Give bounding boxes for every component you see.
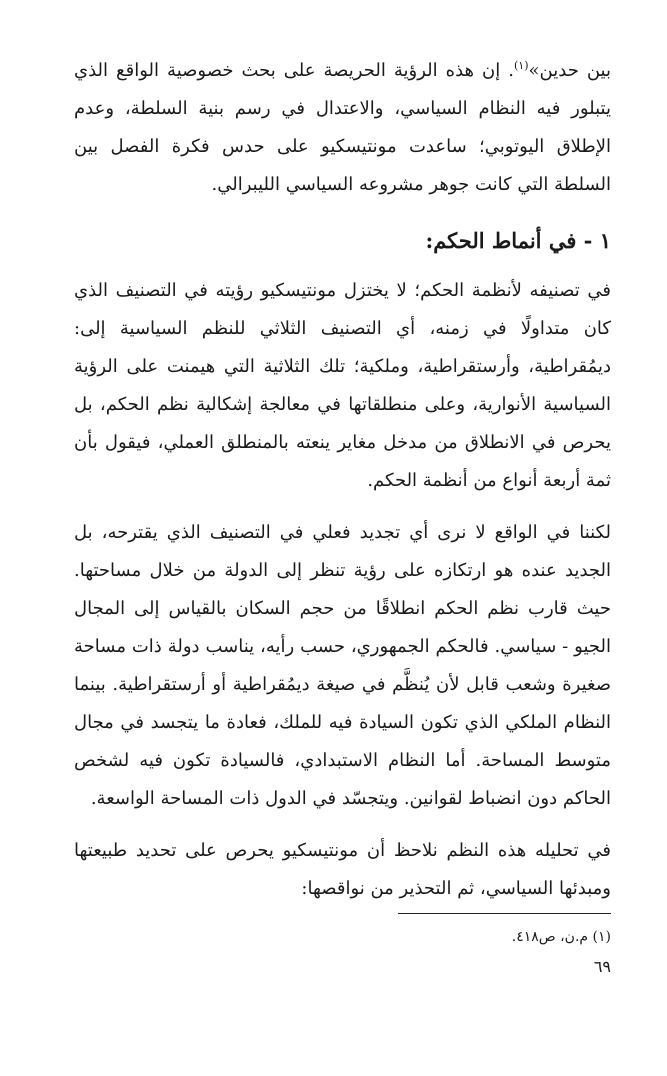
paragraph-2: لكننا في الواقع لا نرى أي تجديد فعلي في التصنيف الذي يقترحه، بل الجديد عنده هو ارتكازه على رؤية تنظر إلى الدولة من خلال مساحتها. حيث قارب نظم الحكم انطلاقًا من حجم السكان بالقياس إلى المجال الجيو - سياسي. فالحكم الجمهوري، حسب رأيه، يناسب دولة ذات مساحة صغيرة وشعب قابل لأن يُنظَّم في صيغة ديمُقراطية أو أرستقراطية. بينما النظام الملكي الذي تكون السيادة فيه للملك، فعادة ما يتجسد في مجال متوسط المساحة. أما النظام الاستبدادي، فالسيادة تكون فيه لشخص الحاكم دون انضباط لقوانين. ويتجسّد في الدول ذات المساحة الواسعة. — [74, 522, 611, 809]
paragraph-intro-rest: . إن هذه الرؤية الحريصة على بحث خصوصية الواقع الذي يتبلور فيه النظام السياسي، والاعتدال في رسم بنية السلطة، وعدم الإطلاق اليوتوبي؛ ساعدت مونتيسكيو على حدس فكرة الفصل بين السلطة التي كانت جوهر مشروعه السياسي الليبرالي. — [74, 60, 611, 195]
paragraph-intro-start: بين حدين» — [528, 60, 611, 81]
page-body — [74, 52, 611, 908]
paragraph-1: في تصنيفه لأنظمة الحكم؛ لا يختزل مونتيسكيو رؤيته في التصنيف الذي كان متداولًا في زمنه، أي التصنيف الثلاثي للنظم السياسية إلى: ديمُقراطية، وأرستقراطية، وملكية؛ تلك الثلاثية التي هيمنت على الرؤية السياسية الأنوارية، وعلى منطلقاتها في معالجة إشكالية نظم الحكم، بل يحرص في الانطلاق من مدخل مغاير ينعته بالمنطلق العملي، فيقول بأن ثمة أربعة أنواع من أنظمة الحكم. — [74, 280, 611, 491]
footnote-reference[interactable]: (١) — [514, 59, 529, 72]
paragraph-intro — [74, 52, 611, 204]
footnote-divider — [398, 913, 611, 914]
footnote: (١) م.ن، ص٤١٨. — [511, 929, 611, 945]
section-heading: ١ - في أنماط الحكم: — [425, 228, 611, 253]
page-number: ٦٩ — [593, 957, 611, 976]
paragraph-3: في تحليله هذه النظم نلاحظ أن مونتيسكيو يحرص على تحديد طبيعتها ومبدئها السياسي، ثم التحذير من نواقصها: — [74, 840, 611, 899]
